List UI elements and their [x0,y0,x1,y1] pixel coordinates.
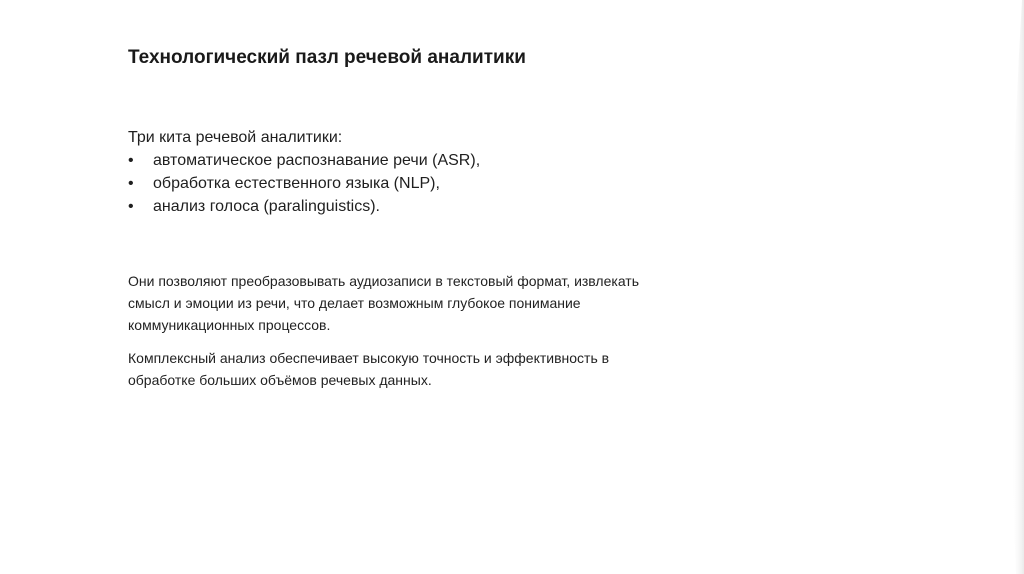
pillars-intro: Три кита речевой аналитики: [128,129,343,146]
paragraph-accuracy [128,347,748,391]
slide-title: Технологический пазл речевой аналитики [128,47,526,68]
page-curl-shadow [964,0,1024,574]
list-item [128,172,480,195]
paragraph-line: Комплексный анализ обеспечивает высокую точность и эффективность в [128,350,610,366]
bullet-icon: • [128,175,134,192]
bullet-icon: • [128,152,134,169]
paragraph-line: обработке больших объёмов речевых данных. [128,372,432,388]
bullet-icon: • [128,198,134,215]
paragraph-line: коммуникационных процессов. [128,317,331,333]
list-item [128,149,480,172]
list-item-text: автоматическое распознавание речи (ASR), [153,152,481,169]
paragraph-line: Они позволяют преобразовывать аудиозаписи в текстовый формат, извлекать [128,273,639,289]
description-block [128,270,748,391]
list-item [128,195,480,218]
list-item-text: анализ голоса (paralinguistics). [153,198,380,215]
list-item-text: обработка естественного языка (NLP), [153,175,440,192]
paragraph-capabilities [128,270,748,336]
three-pillars-block [128,126,480,218]
paragraph-line: смысл и эмоции из речи, что делает возможным глубокое понимание [128,295,581,311]
pillars-list [128,149,480,218]
